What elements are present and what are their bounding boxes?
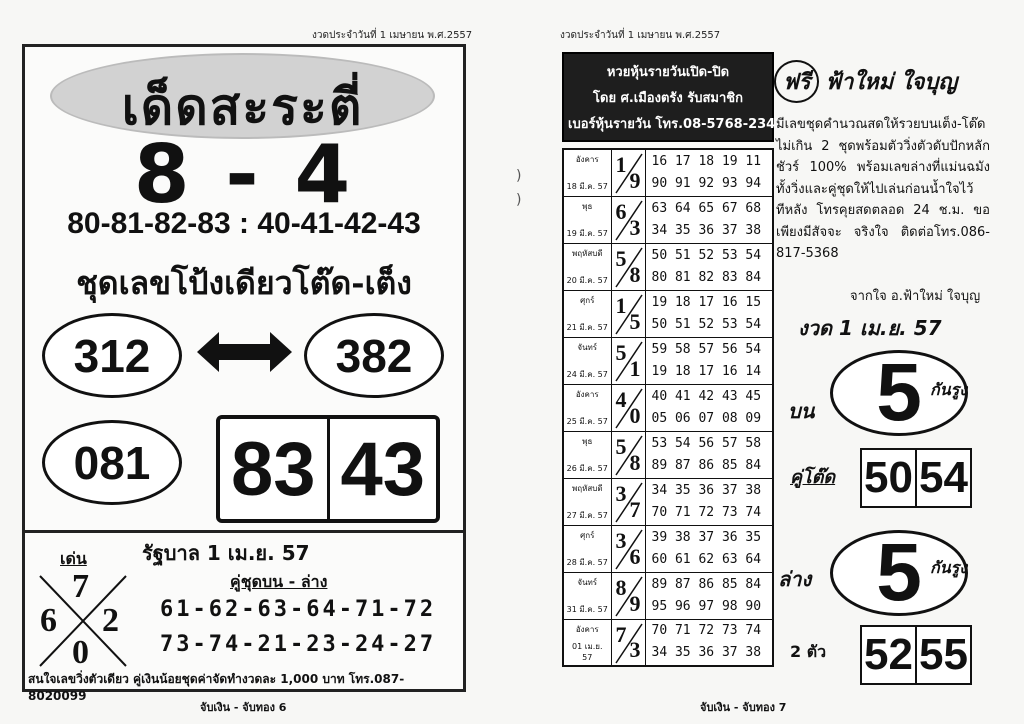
history-numbers-cell bbox=[645, 384, 773, 431]
ad-line: หวยหุ้นรายวันเปิด-ปิด bbox=[606, 65, 730, 80]
history-numbers: 80 81 82 83 84 bbox=[651, 269, 762, 285]
history-numbers: 70 71 72 73 74 bbox=[651, 504, 762, 520]
history-digit: 1 bbox=[615, 152, 627, 177]
contact-note: สนใจเลขวิ่งตัวเดียว คู่เงินน้อยชุดค่าจัดทำงวดละ 1,000 บาท โทร.087-8020099 bbox=[28, 672, 405, 703]
history-row bbox=[563, 431, 773, 478]
history-numbers: 89 87 86 85 84 bbox=[651, 576, 762, 592]
history-date: 20 มี.ค. 57 bbox=[566, 275, 608, 285]
ad-box bbox=[562, 52, 785, 142]
history-row bbox=[563, 525, 773, 572]
history-digit: 1 bbox=[615, 292, 627, 318]
history-row bbox=[563, 243, 773, 290]
history-row bbox=[563, 290, 773, 337]
history-digit: 9 bbox=[629, 590, 641, 616]
bottom-pair-box bbox=[860, 625, 972, 685]
standout-label: เด่น bbox=[60, 549, 87, 568]
history-digit: 0 bbox=[629, 402, 641, 428]
history-day-cell bbox=[563, 478, 611, 525]
history-numbers-cell bbox=[645, 478, 773, 525]
standout-digit: 6 bbox=[40, 602, 57, 639]
history-digit: 5 bbox=[615, 245, 627, 271]
history-numbers-cell bbox=[645, 619, 773, 666]
history-day: อังคาร bbox=[575, 389, 599, 399]
history-day-cell bbox=[563, 196, 611, 243]
history-numbers: 40 41 42 43 45 bbox=[651, 388, 762, 404]
history-day: พฤหัสบดี bbox=[571, 248, 603, 258]
history-numbers: 60 61 62 63 64 bbox=[651, 551, 762, 567]
history-numbers: 34 35 36 37 38 bbox=[651, 222, 762, 238]
pair-cell: 52 bbox=[862, 627, 917, 683]
history-day-cell bbox=[563, 431, 611, 478]
history-digits-cell bbox=[611, 619, 645, 666]
history-row bbox=[563, 384, 773, 431]
history-numbers: 70 71 72 73 74 bbox=[651, 623, 762, 639]
standout-digits-cross bbox=[36, 568, 130, 671]
free-banner bbox=[774, 62, 992, 100]
history-numbers-cell bbox=[645, 196, 773, 243]
history-numbers: 19 18 17 16 15 bbox=[651, 294, 762, 310]
bottom-sub-label: กันรูง bbox=[930, 558, 968, 577]
history-digits-cell bbox=[611, 243, 645, 290]
history-numbers-cell bbox=[645, 572, 773, 619]
subtitle: ชุดเลขโป้งเดียวโต๊ด-เต็ง bbox=[76, 264, 412, 302]
history-day-cell bbox=[563, 384, 611, 431]
number-oval: 382 bbox=[304, 313, 444, 398]
pairs-label: คู่ชุดบน - ล่าง bbox=[230, 572, 328, 591]
history-date: 28 มี.ค. 57 bbox=[566, 557, 608, 567]
history-digit: 6 bbox=[629, 543, 641, 569]
big-number-cell: 83 bbox=[220, 419, 330, 519]
history-day: ศุกร์ bbox=[580, 295, 595, 305]
divider bbox=[22, 530, 466, 533]
standout-digit: 0 bbox=[72, 634, 89, 671]
history-digit: 3 bbox=[615, 480, 627, 506]
history-numbers-cell bbox=[645, 525, 773, 572]
right-page-header: งวดประจำวันที่ 1 เมษายน พ.ศ.2557 bbox=[560, 30, 721, 41]
fold-mark: ) bbox=[516, 168, 522, 184]
history-day: อังคาร bbox=[575, 624, 599, 634]
history-date: 18 มี.ค. 57 bbox=[566, 181, 608, 191]
main-pair: 8 - 4 bbox=[133, 128, 355, 221]
history-numbers-cell bbox=[645, 149, 773, 196]
top-pair-box bbox=[860, 448, 972, 508]
history-date: 21 มี.ค. 57 bbox=[566, 322, 608, 332]
big-number-box bbox=[216, 415, 440, 523]
pairs-row: 61-62-63-64-71-72 bbox=[160, 597, 437, 622]
history-digit: 5 bbox=[615, 433, 627, 459]
history-digits-cell bbox=[611, 290, 645, 337]
history-date: 24 มี.ค. 57 bbox=[566, 369, 608, 379]
pair-cell: 55 bbox=[919, 630, 968, 679]
history-digit: 8 bbox=[615, 574, 627, 600]
history-numbers-cell bbox=[645, 290, 773, 337]
history-day: จันทร์ bbox=[577, 577, 598, 587]
history-day-cell bbox=[563, 337, 611, 384]
history-numbers: 59 58 57 56 54 bbox=[651, 341, 762, 357]
history-numbers: 53 54 56 57 58 bbox=[651, 435, 762, 451]
history-day-cell bbox=[563, 525, 611, 572]
history-numbers: 16 17 18 19 11 bbox=[651, 153, 762, 169]
history-numbers: 63 64 65 67 68 bbox=[651, 200, 762, 216]
history-numbers: 34 35 36 37 38 bbox=[651, 482, 762, 498]
bottom-label: ล่าง bbox=[778, 567, 812, 591]
page-footer: จับเงิน - จับทอง 7 bbox=[700, 701, 787, 714]
history-date: 26 มี.ค. 57 bbox=[566, 463, 608, 473]
number-oval: 312 bbox=[42, 313, 182, 398]
top-digit-circle: 5 bbox=[830, 350, 968, 436]
history-digits-cell bbox=[611, 196, 645, 243]
history-row bbox=[563, 196, 773, 243]
history-date: 25 มี.ค. 57 bbox=[566, 416, 608, 426]
history-numbers: 05 06 07 08 09 bbox=[651, 410, 762, 426]
history-digit: 8 bbox=[629, 261, 641, 287]
history-digits-cell bbox=[611, 384, 645, 431]
history-numbers: 90 91 92 93 94 bbox=[651, 175, 762, 191]
pair-cell: 54 bbox=[919, 453, 968, 502]
history-day-cell bbox=[563, 149, 611, 196]
history-digit: 1 bbox=[629, 355, 641, 381]
history-digit: 9 bbox=[629, 167, 641, 193]
big-number-cell: 43 bbox=[340, 426, 426, 512]
pair-cell: 50 bbox=[862, 450, 917, 506]
pairs-row: 73-74-21-23-24-27 bbox=[160, 632, 437, 657]
history-row bbox=[563, 337, 773, 384]
history-row bbox=[563, 478, 773, 525]
top-label: บน bbox=[788, 399, 815, 423]
history-numbers-cell bbox=[645, 337, 773, 384]
top-sub-label: กันรูง bbox=[930, 380, 968, 399]
history-digit: 3 bbox=[629, 637, 641, 662]
standout-digit: 7 bbox=[72, 568, 89, 605]
history-day: ศุกร์ bbox=[580, 530, 595, 540]
signature: จากใจ อ.ฟ้าใหม่ ใจบุญ bbox=[850, 289, 981, 304]
history-date: 31 มี.ค. 57 bbox=[566, 604, 608, 614]
author-name: ฟ้าใหม่ ใจบุญ bbox=[825, 69, 958, 95]
history-digit: 7 bbox=[629, 496, 641, 522]
history-day-cell bbox=[563, 243, 611, 290]
double-arrow-icon bbox=[197, 327, 292, 377]
history-date: 27 มี.ค. 57 bbox=[566, 510, 608, 520]
history-day: จันทร์ bbox=[577, 342, 598, 352]
history-digit: 5 bbox=[629, 308, 641, 334]
history-day: พุธ bbox=[582, 201, 593, 211]
two-digit-label: 2 ตัว bbox=[790, 642, 827, 661]
page-footer: จับเงิน - จับทอง 6 bbox=[200, 701, 287, 714]
history-date: 19 มี.ค. 57 bbox=[566, 228, 608, 238]
ad-line: เบอร์หุ้นรายวัน โทร.08-5768-2342 bbox=[568, 117, 785, 132]
bottom-digit-circle: 5 bbox=[830, 530, 968, 616]
history-digit: 7 bbox=[615, 621, 627, 647]
history-digit: 5 bbox=[615, 339, 627, 365]
history-digits-cell bbox=[611, 478, 645, 525]
history-numbers: 50 51 52 53 54 bbox=[651, 247, 762, 263]
history-numbers: 95 96 97 98 90 bbox=[651, 598, 762, 614]
draw-label: รัฐบาล 1 เม.ย. 57 bbox=[142, 541, 310, 565]
history-day: อังคาร bbox=[575, 155, 599, 164]
ad-line: โดย ศ.เมืองตรัง รับสมาชิก bbox=[593, 91, 743, 106]
history-day-cell bbox=[563, 572, 611, 619]
draw-label: งวด 1 เม.ย. 57 bbox=[798, 316, 942, 340]
history-date: 01 เม.ย. 57 bbox=[571, 642, 603, 662]
free-badge: ฟรี bbox=[774, 60, 819, 103]
history-day: พฤหัสบดี bbox=[571, 483, 603, 493]
pair-label: คู่โต๊ด bbox=[790, 467, 836, 488]
left-page-header: งวดประจำวันที่ 1 เมษายน พ.ศ.2557 bbox=[312, 30, 473, 41]
history-day-cell bbox=[563, 619, 611, 666]
history-digit: 8 bbox=[629, 449, 641, 475]
history-numbers: 34 35 36 37 38 bbox=[651, 645, 762, 661]
free-description: มีเลขชุดคำนวณสดให้รวยบนเต็ง-โต๊ดไม่เกิน 2 ชุดพร้อมตัววิ่งตัวดับปักหลักชัวร์ 100% พร้อมเลขล่างที่แม่นฉมังทั้งวิ่งและคู่ชุดให้ไปเล่นก่อนน้ำใจไว้ทีหลัง โทรคุยสดตลอด 24 ช.ม. ขอเพียงมีสัจจะ จริงใจ ติดต่อโทร.086-817-5368 bbox=[776, 117, 990, 261]
history-digits-cell bbox=[611, 337, 645, 384]
history-table bbox=[562, 148, 774, 667]
history-digits-cell bbox=[611, 525, 645, 572]
history-row bbox=[563, 149, 773, 196]
history-digit: 4 bbox=[615, 386, 627, 412]
history-digit: 3 bbox=[615, 527, 627, 553]
history-day: พุธ bbox=[582, 436, 593, 446]
history-digit: 6 bbox=[615, 198, 627, 224]
history-numbers: 50 51 52 53 54 bbox=[651, 316, 762, 332]
history-day-cell bbox=[563, 290, 611, 337]
standout-digit: 2 bbox=[102, 602, 119, 639]
history-row bbox=[563, 572, 773, 619]
history-row bbox=[563, 619, 773, 666]
history-numbers-cell bbox=[645, 243, 773, 290]
history-numbers-cell bbox=[645, 431, 773, 478]
history-numbers: 89 87 86 85 84 bbox=[651, 457, 762, 473]
history-digit: 3 bbox=[629, 214, 641, 240]
page-title: เด็ดสะระตี่ bbox=[121, 77, 364, 136]
fold-mark: ) bbox=[516, 192, 522, 208]
combo-line: 80-81-82-83 : 40-41-42-43 bbox=[67, 207, 421, 240]
number-oval: 081 bbox=[42, 420, 182, 505]
history-digits-cell bbox=[611, 149, 645, 196]
history-numbers: 39 38 37 36 35 bbox=[651, 529, 762, 545]
history-digits-cell bbox=[611, 431, 645, 478]
history-numbers: 19 18 17 16 14 bbox=[651, 363, 762, 379]
history-digits-cell bbox=[611, 572, 645, 619]
